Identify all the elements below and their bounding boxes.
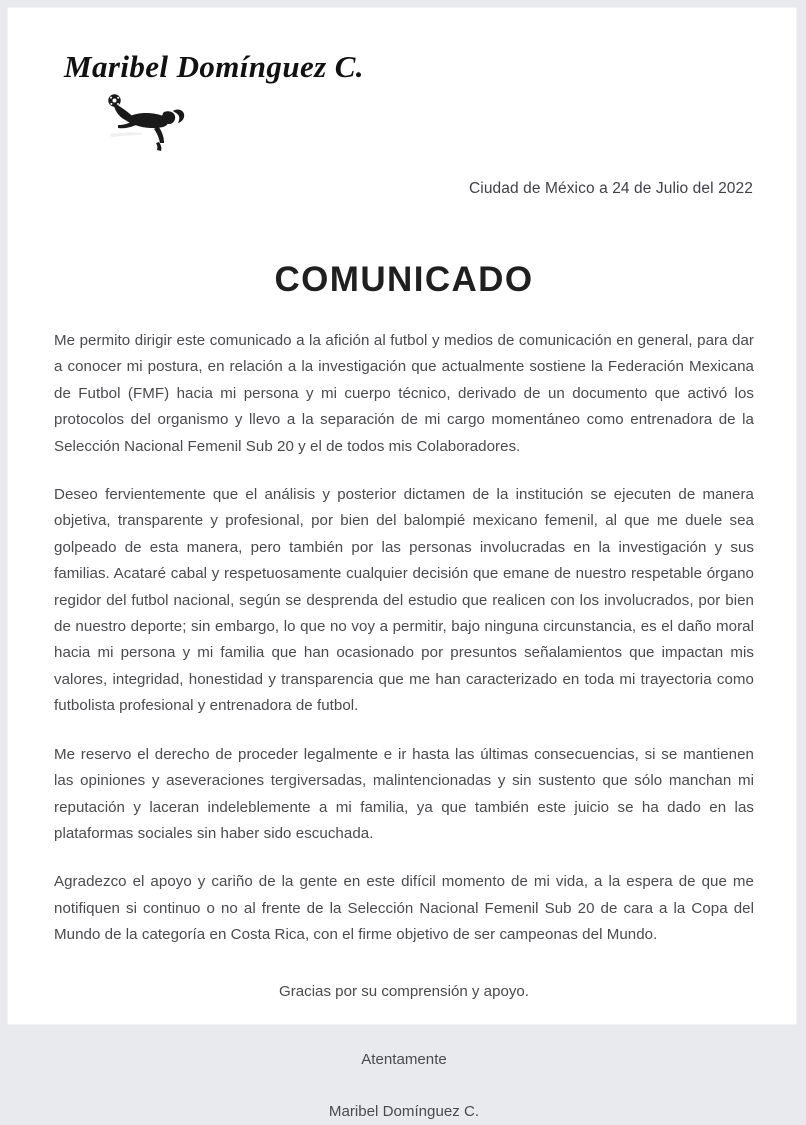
document-page	[8, 8, 796, 1120]
date-line: Ciudad de México a 24 de Julio del 2022	[469, 180, 753, 197]
letterhead	[54, 38, 754, 158]
letter-body	[54, 328, 754, 949]
page-title: COMUNICADO	[274, 260, 534, 299]
letter-closing	[54, 979, 754, 1125]
body-paragraph: Me permito dirigir este comunicado a la afición al futbol y medios de comunicación en general, para dar a conocer mi postura, en relación a la investigación que actualmente sostiene la Federación Mexicana de Futbol (FMF) hacia mi persona y mi cuerpo técnico, derivado de un documento que activó los protocolos del organismo y llevo a la separación de mi cargo momentáneo como entrenadora de la Selección Nacional Femenil Sub 20 y el de todos mis Colaboradores.	[54, 332, 754, 455]
signature-name: Maribel Domínguez C.	[328, 1102, 480, 1120]
closing-regards: Atentamente	[361, 1050, 447, 1068]
soccer-player-kick-silhouette-icon	[102, 90, 194, 152]
body-paragraph: Me reservo el derecho de proceder legalmente e ir hasta las últimas consecuencias, si se mantienen las opiniones y aseveraciones tergiversadas, malintencionadas y sin sustento que sólo manchan mi reputación y laceran indeleblemente a mi familia, ya que también este juicio se ha dado en las plataformas sociales sin haber sido escuchada.	[54, 745, 754, 842]
closing-thanks: Gracias por su comprensión y apoyo.	[278, 982, 529, 1000]
body-paragraph: Deseo fervientemente que el análisis y posterior dictamen de la institución se ejecuten de manera objetiva, transparente y profesional, por bien del balompié mexicano femenil, al que me duele sea golpeado de esta manera, pero también por las personas involucradas en la investigación y sus familias. Acataré cabal y respetuosamente cualquier decisión que emane de nuestro respetable órgano regidor del futbol nacional, según se desprenda del estudio que realicen con los involucrados, por bien de nuestro deporte; sin embargo, lo que no voy a permitir, bajo ninguna circunstancia, es el daño moral hacia mi persona y mi familia que han ocasionado por presuntos señalamientos que impactan mis valores, integridad, honestidad y transparencia que me han caracterizado en toda mi trayectoria como futbolista profesional y entrenadora de futbol.	[54, 486, 754, 715]
body-paragraph: Agradezco el apoyo y cariño de la gente en este difícil momento de mi vida, a la espera de que me notifiquen si continuo o no al frente de la Selección Nacional Femenil Sub 20 de cara a la Copa del Mundo de la categoría en Costa Rica, con el firme objetivo de ser campeonas del Mundo.	[54, 873, 754, 944]
letterhead-name: Maribel Domínguez C.	[64, 49, 364, 84]
